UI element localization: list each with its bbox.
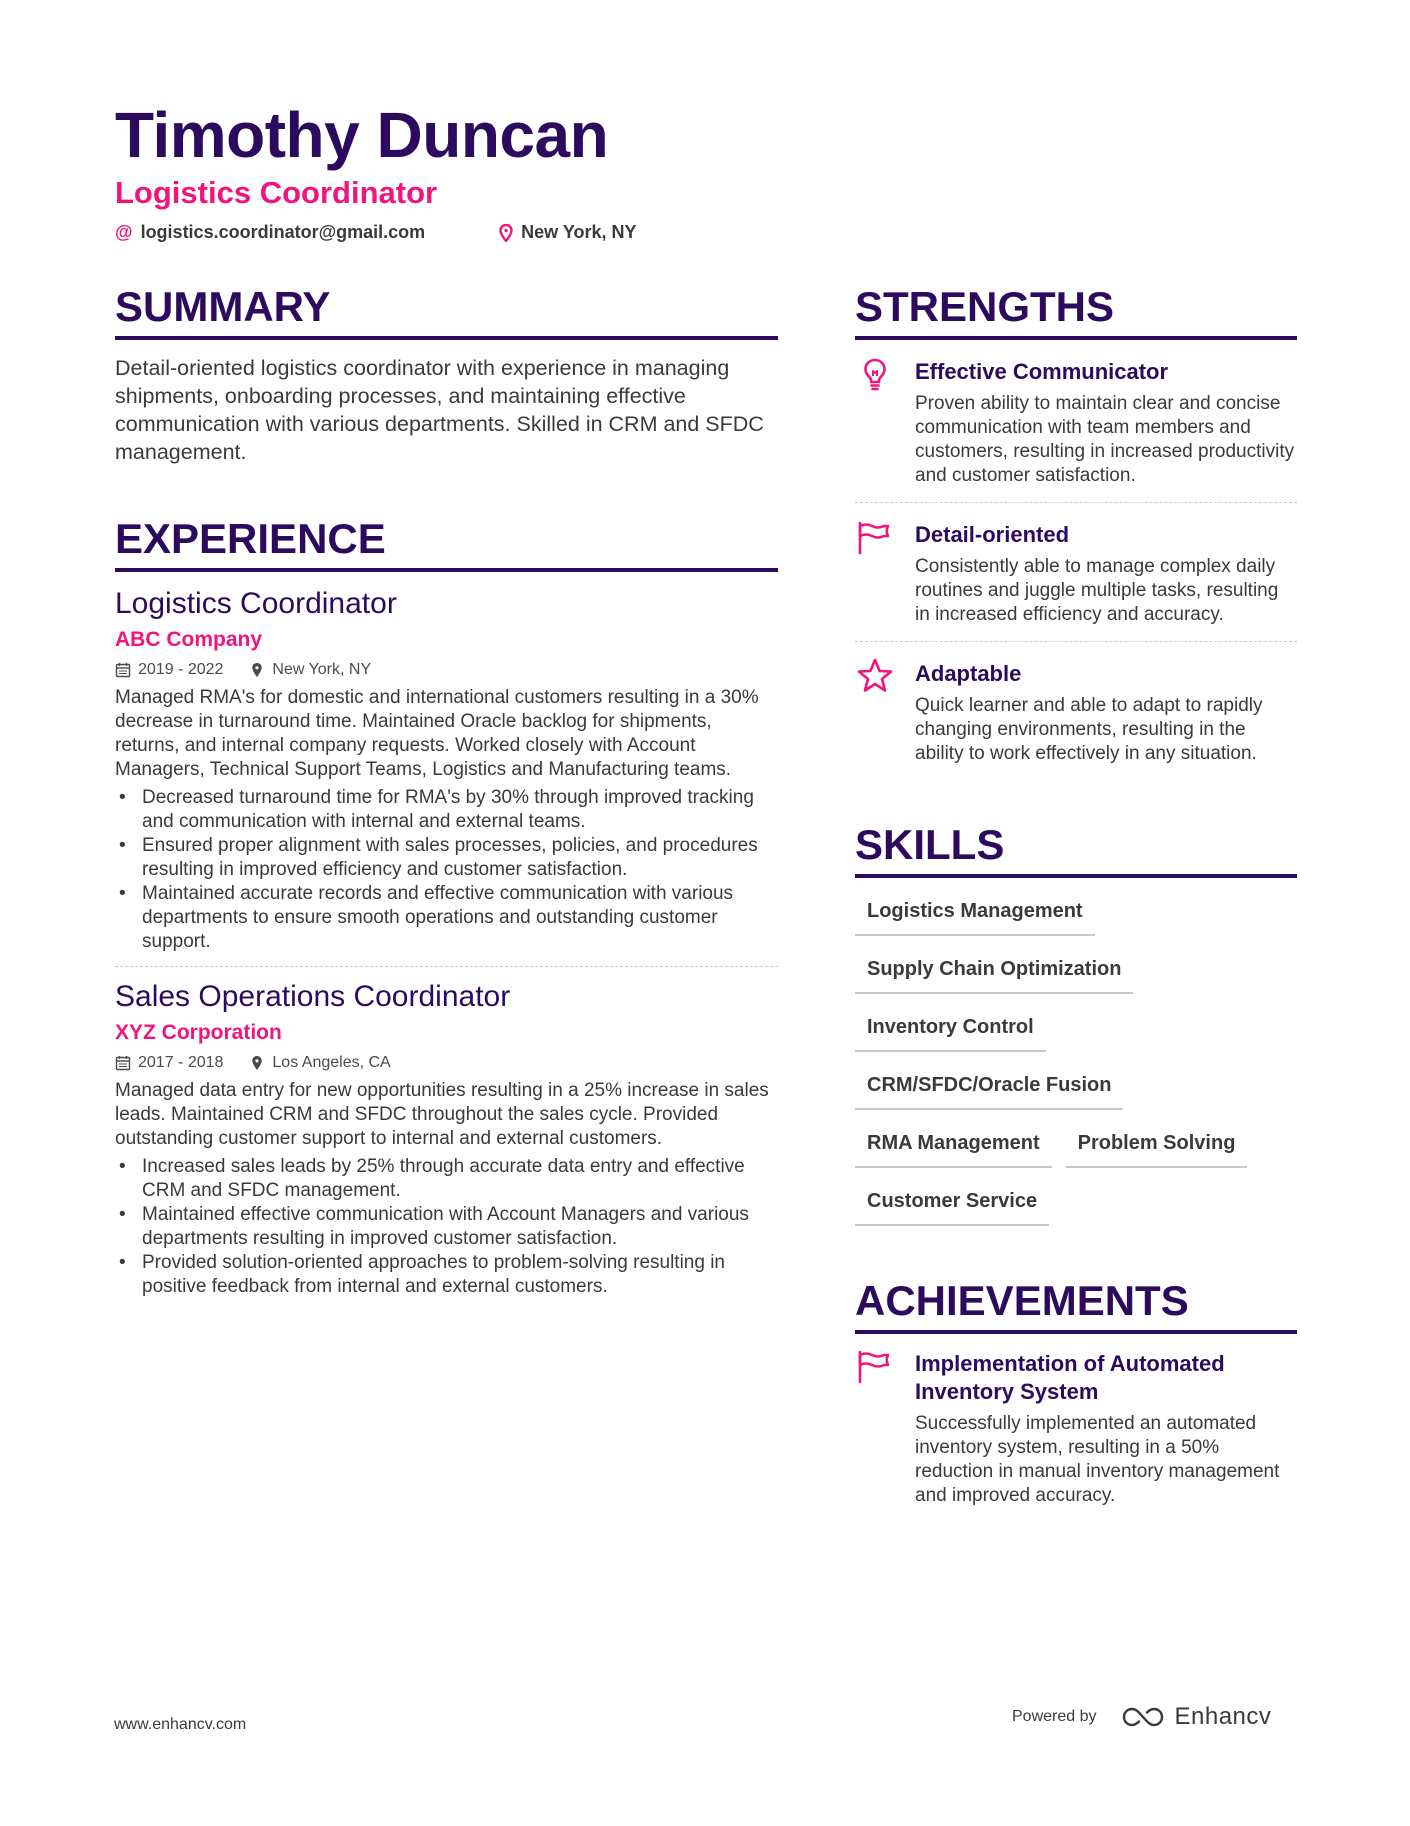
strength-body bbox=[915, 660, 1297, 766]
skill-tag: RMA Management bbox=[855, 1122, 1052, 1168]
right-column bbox=[855, 282, 1297, 1508]
enhancv-logo-icon bbox=[1121, 1704, 1167, 1730]
location-pin-icon bbox=[499, 224, 513, 242]
skills-title: SKILLS bbox=[855, 820, 1297, 878]
strengths-section bbox=[855, 282, 1297, 780]
strength-description: Consistently able to manage complex daily routines and juggle multiple tasks, resulting in increased efficiency and accuracy. bbox=[915, 556, 1279, 625]
brand-logo[interactable] bbox=[1121, 1703, 1272, 1731]
strength-item bbox=[855, 502, 1297, 641]
strength-description: Proven ability to maintain clear and concise communication with team members and customers, resulting in increased productivity and customer satisfaction. bbox=[915, 393, 1295, 486]
job-dates bbox=[115, 1053, 223, 1073]
job-bullet: • Provided solution-oriented approaches to problem-solving resulting in positive feedback from internal and external customers. bbox=[115, 1251, 778, 1299]
job-location-text: Los Angeles, CA bbox=[272, 1054, 391, 1071]
strength-title: Effective Communicator bbox=[915, 359, 1169, 384]
achievement-description: Successfully implemented an automated inventory system, resulting in a 50% reduction in manual inventory management and improved accuracy. bbox=[915, 1413, 1280, 1506]
skill-tag: Customer Service bbox=[855, 1180, 1049, 1226]
job-company: XYZ Corporation bbox=[115, 1021, 282, 1044]
job-dates bbox=[115, 660, 223, 680]
achievements-section bbox=[855, 1276, 1297, 1508]
calendar-icon bbox=[115, 662, 131, 678]
left-column bbox=[115, 282, 778, 1299]
star-icon bbox=[855, 656, 895, 696]
lightbulb-icon bbox=[855, 354, 895, 394]
job-description: Managed data entry for new opportunities resulting in a 25% increase in sales leads. Maintained CRM and SFDC throughout the sales cycle. Provided outstanding customer support to internal and external customers. bbox=[115, 1080, 769, 1149]
flag-icon bbox=[855, 517, 895, 557]
skill-tag: Logistics Management bbox=[855, 890, 1095, 936]
location-contact bbox=[499, 222, 636, 243]
job-bullet: • Maintained effective communication with Account Managers and various departments resulting in improved customer satisfaction. bbox=[115, 1203, 778, 1251]
experience-title: EXPERIENCE bbox=[115, 514, 778, 572]
at-sign-icon: @ bbox=[115, 222, 133, 242]
job-bullet: • Maintained accurate records and effective communication with various departments to ensure smooth operations and outstanding customer support. bbox=[115, 882, 778, 954]
job-bullet: • Ensured proper alignment with sales processes, policies, and procedures resulting in improved efficiency and customer satisfaction. bbox=[115, 834, 778, 882]
strengths-title: STRENGTHS bbox=[855, 282, 1297, 340]
location-pin-icon bbox=[249, 1055, 265, 1071]
skill-tag: Inventory Control bbox=[855, 1006, 1046, 1052]
footer-branding bbox=[1012, 1703, 1271, 1731]
job-bullet: • Increased sales leads by 25% through accurate data entry and effective CRM and SFDC management. bbox=[115, 1155, 778, 1203]
strength-body bbox=[915, 358, 1297, 488]
strength-title: Detail-oriented bbox=[915, 522, 1070, 547]
candidate-name: Timothy Duncan bbox=[115, 99, 609, 171]
job-bullets bbox=[115, 1155, 778, 1299]
location-pin-icon bbox=[249, 662, 265, 678]
job-location-text: New York, NY bbox=[272, 661, 372, 678]
job-meta bbox=[115, 660, 778, 680]
flag-icon bbox=[855, 1346, 895, 1386]
footer-website[interactable]: www.enhancv.com bbox=[114, 1716, 247, 1733]
summary-title: SUMMARY bbox=[115, 282, 778, 340]
candidate-role: Logistics Coordinator bbox=[115, 175, 438, 210]
resume-header bbox=[115, 98, 1015, 243]
skill-tag: Supply Chain Optimization bbox=[855, 948, 1133, 994]
job-entry bbox=[115, 572, 778, 954]
calendar-icon bbox=[115, 1055, 131, 1071]
strength-item bbox=[855, 340, 1297, 502]
skills-section bbox=[855, 820, 1297, 1238]
job-bullet: • Decreased turnaround time for RMA's by 30% through improved tracking and communication with internal and external teams. bbox=[115, 786, 778, 834]
job-dates-text: 2017 - 2018 bbox=[138, 1054, 224, 1071]
skill-tag: Problem Solving bbox=[1066, 1122, 1248, 1168]
job-bullets bbox=[115, 786, 778, 954]
strength-item bbox=[855, 641, 1297, 780]
achievement-item bbox=[855, 1334, 1297, 1508]
achievement-body bbox=[915, 1350, 1297, 1508]
summary-text: Detail-oriented logistics coordinator with experience in managing shipments, onboarding processes, and maintaining effective communication with various departments. Skilled in CRM and SFDC management. bbox=[115, 356, 764, 464]
email-text: logistics.coordinator@gmail.com bbox=[140, 222, 426, 242]
job-description: Managed RMA's for domestic and international customers resulting in a 30% decrease in turnaround time. Maintained Oracle backlog for shipments, returns, and internal company requests. Worked closely with Account Managers, Technical Support Teams, Logistics and Manufacturing teams. bbox=[115, 687, 759, 780]
job-company: ABC Company bbox=[115, 628, 263, 651]
strength-description: Quick learner and able to adapt to rapidly changing environments, resulting in the ability to work effectively in any situation. bbox=[915, 695, 1263, 764]
powered-by-text: Powered by bbox=[1012, 1708, 1097, 1725]
email-contact[interactable] bbox=[115, 222, 425, 243]
skills-list bbox=[855, 890, 1297, 1238]
job-dates-text: 2019 - 2022 bbox=[138, 661, 224, 678]
experience-section bbox=[115, 514, 778, 1299]
job-location bbox=[249, 1053, 390, 1073]
achievements-title: ACHIEVEMENTS bbox=[855, 1276, 1297, 1334]
brand-name: Enhancv bbox=[1174, 1703, 1272, 1730]
job-title: Sales Operations Coordinator bbox=[115, 980, 511, 1013]
achievement-title: Implementation of Automated Inventory System bbox=[915, 1351, 1225, 1404]
strength-title: Adaptable bbox=[915, 661, 1022, 686]
skill-tag: CRM/SFDC/Oracle Fusion bbox=[855, 1064, 1123, 1110]
location-text: New York, NY bbox=[521, 222, 637, 242]
summary-section bbox=[115, 282, 778, 466]
job-title: Logistics Coordinator bbox=[115, 587, 397, 620]
strength-body bbox=[915, 521, 1297, 627]
job-entry bbox=[115, 966, 778, 1299]
contact-info bbox=[115, 222, 1015, 243]
job-meta bbox=[115, 1053, 778, 1073]
job-location bbox=[249, 660, 371, 680]
